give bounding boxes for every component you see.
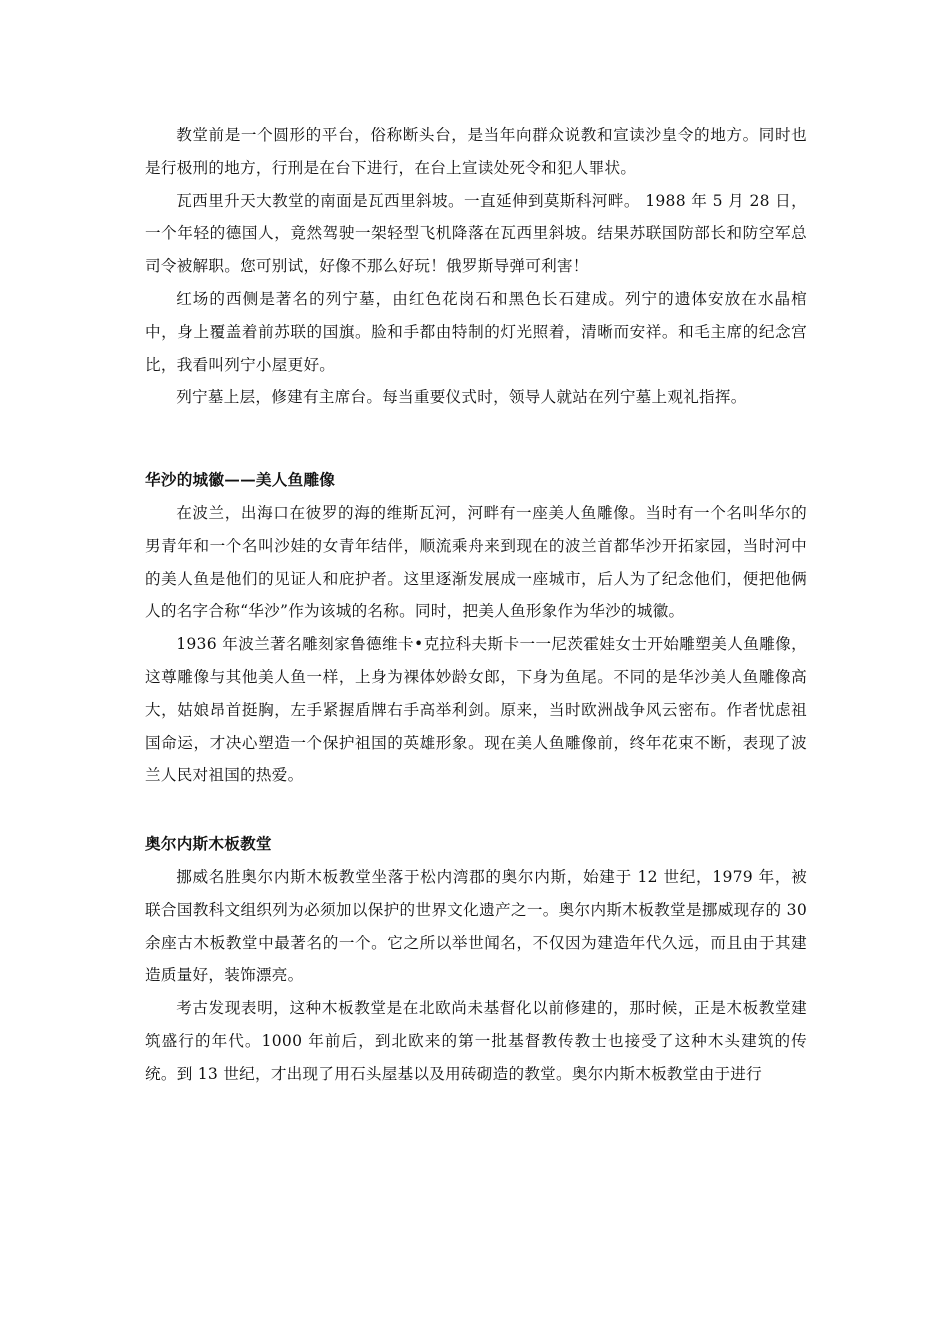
section-heading-urnes-stave-church: 奥尔内斯木板教堂 <box>145 834 272 854</box>
document-page <box>145 119 807 1091</box>
section-warsaw-mermaid <box>145 464 807 792</box>
paragraph-urnes-intro: 挪威名胜奥尔内斯木板教堂坐落于松内湾郡的奥尔内斯，始建于 12 世纪，1979 年，被联合国教科文组织列为必须加以保护的世界文化遗产之一。奥尔内斯木板教堂是挪威现存的 30 余座古木板教堂中最著名的一个。它之所以举世闻名，不仅因为建造年代久远，而且由于其建造质量好，装饰漂亮。 <box>145 867 807 985</box>
section-moscow <box>145 119 807 414</box>
section-heading-warsaw-mermaid: 华沙的城徽——美人鱼雕像 <box>145 470 336 490</box>
paragraph-reviewing-stand: 列宁墓上层，修建有主席台。每当重要仪式时，领导人就站在列宁墓上观礼指挥。 <box>176 388 747 407</box>
paragraph-vasily-slope: 瓦西里升天大教堂的南面是瓦西里斜坡。一直延伸到莫斯科河畔。 1988 年 5 月 28 日，一个年轻的德国人，竟然驾驶一架轻型飞机降落在瓦西里斜坡。结果苏联国防部长和防空军总司令被解职。您可别试，好像不那么好玩！俄罗斯导弹可利害！ <box>145 191 807 276</box>
paragraph-lenin-mausoleum: 红场的西侧是著名的列宁墓，由红色花岗石和黑色长石建成。列宁的遗体安放在水晶棺中，身上覆盖着前苏联的国旗。脸和手都由特制的灯光照着，清晰而安祥。和毛主席的纪念宫比，我看叫列宁小屋更好。 <box>145 289 807 374</box>
paragraph-mermaid-statue: 1936 年波兰著名雕刻家鲁德维卡•克拉科夫斯卡一一尼茨霍娃女士开始雕塑美人鱼雕像，这尊雕像与其他美人鱼一样，上身为裸体妙龄女郎，下身为鱼尾。不同的是华沙美人鱼雕像高大，姑娘昂首挺胸，左手紧握盾牌右手高举利剑。原来，当时欧洲战争风云密布。作者忧虑祖国命运，才决心塑造一个保护祖国的英雄形象。现在美人鱼雕像前，终年花束不断，表现了波兰人民对祖国的热爱。 <box>145 635 807 785</box>
paragraph-urnes-history: 考古发现表明，这种木板教堂是在北欧尚未基督化以前修建的，那时候，正是木板教堂建筑盛行的年代。1000 年前后，到北欧来的第一批基督教传教士也接受了这种木头建筑的传统。到 13 世纪，才出现了用石头屋基以及用砖砌造的教堂。奥尔内斯木板教堂由于进行 <box>145 999 807 1083</box>
section-spacer <box>145 414 807 464</box>
paragraph-execution-platform: 教堂前是一个圆形的平台，俗称断头台，是当年向群众说教和宣读沙皇令的地方。同时也是行极刑的地方，行刑是在台下进行，在台上宣读处死令和犯人罪状。 <box>145 126 807 177</box>
section-urnes-stave-church <box>145 828 807 1090</box>
paragraph-mermaid-legend: 在波兰，出海口在彼罗的海的维斯瓦河，河畔有一座美人鱼雕像。当时有一个名叫华尔的男青年和一个名叫沙娃的女青年结伴，顺流乘舟来到现在的波兰首都华沙开拓家园，当时河中的美人鱼是他们的见证人和庇护者。这里逐渐发展成一座城市，后人为了纪念他们，便把他俩人的名字合称“华沙”作为该城的名称。同时，把美人鱼形象作为华沙的城徽。 <box>145 503 807 621</box>
section-spacer <box>145 792 807 828</box>
